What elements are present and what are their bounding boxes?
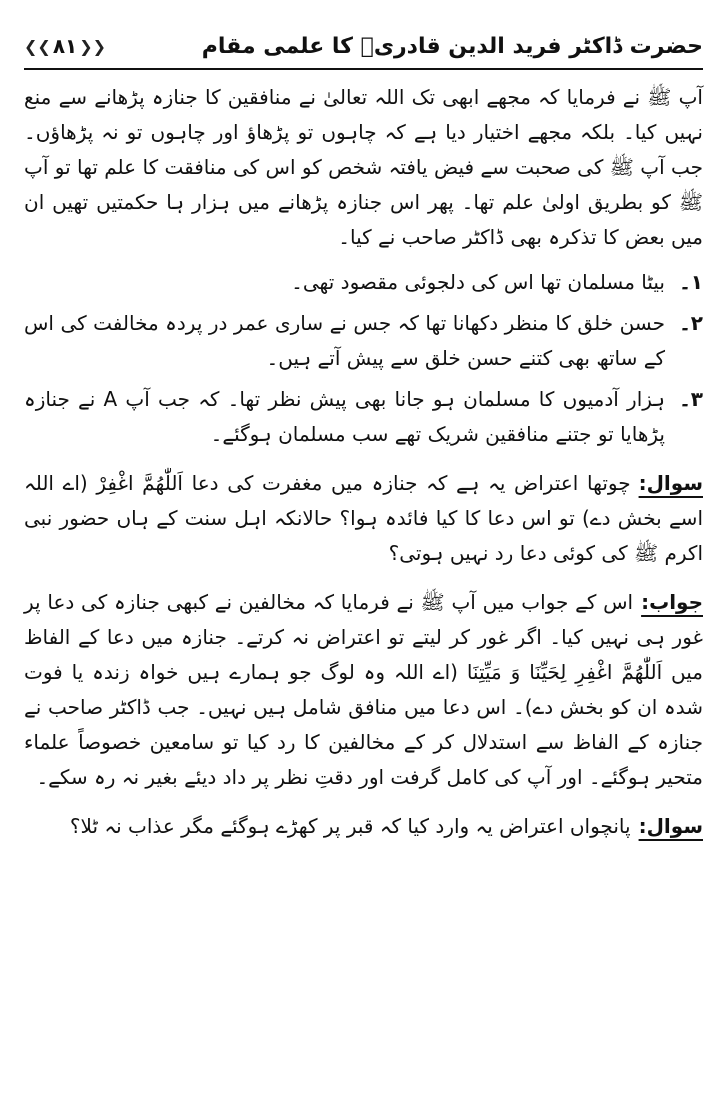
answer-4 [24,585,703,795]
list-item-number: ۱۔ [679,270,703,294]
question-4 [24,466,703,571]
list-item [24,306,703,376]
question-text: چوتھا اعتراض یہ ہے کہ جنازہ میں مغفرت کی دعا اَللّٰھُمَّ اغْفِرْ (اے اللہ اسے بخش دے) تو اس دعا کا کیا فائدہ ہوا؟ حالانکہ اہل سنت کے ہاں حضور نبی اکرم ﷺ کی کوئی دعا رد نہیں ہوتی؟ [24,471,703,565]
list-item-number: ۲۔ [679,311,703,335]
header-rule [24,68,703,70]
ornament-left-icon: ❮❮ [24,36,51,56]
header-title: حضرت ڈاکٹر فرید الدین قادریؒ کا علمی مقام [201,33,703,59]
question-label: سوال: [638,471,703,495]
intro-paragraph: آپ ﷺ نے فرمایا کہ مجھے ابھی تک اللہ تعالیٰ نے منافقین کا جنازہ پڑھانے سے منع نہیں کیا۔ بلکہ مجھے اختیار دیا ہے کہ چاہوں تو پڑھاؤ اور چاہوں تو نہ پڑھاؤں۔ جب آپ ﷺ کی صحبت سے فیض یافتہ شخص کو اس کی منافقت کا علم تھا تو آپ ﷺ کو بطریق اولیٰ علم تھا۔ پھر اس جنازہ پڑھانے میں ہزار ہا حکمتیں تھیں ان میں بعض کا تذکرہ بھی ڈاکٹر صاحب نے کیا۔ [24,85,703,249]
list-item-text: بیٹا مسلمان تھا اس کی دلجوئی مقصود تھی۔ [291,270,665,294]
answer-label: جواب: [641,590,703,614]
page-number: ۸۱ [52,34,78,58]
page-body [24,80,703,844]
list-item [24,382,703,452]
list-item-text: حسن خلق کا منظر دکھانا تھا کہ جس نے ساری عمر در پردہ مخالفت کی اس کے ساتھ بھی کتنے حسن خلق سے پیش آتے ہیں۔ [24,311,665,370]
running-header [24,26,703,66]
question-text: پانچواں اعتراض یہ وارد کیا کہ قبر پر کھڑے ہوگئے مگر عذاب نہ ٹلا؟ [69,814,631,838]
list-item [24,265,703,300]
answer-text: اس کے جواب میں آپ ﷺ نے فرمایا کہ مخالفین نے کبھی جنازہ کی دعا پر غور ہی نہیں کیا۔ اگر غور کر لیتے تو اعتراض نہ کرتے۔ جنازہ میں دعا کے الفاظ میں اَللّٰھُمَّ اغْفِرِ لِحَیِّنَا وَ مَیِّتِنَا (اے اللہ وہ لوگ جو ہمارے ہیں خواہ زندہ یا فوت شدہ ان کو بخش دے)۔ اس دعا میں منافق شامل ہیں نہیں۔ جب ڈاکٹر صاحب نے جنازہ کے الفاظ سے استدلال کر کے مخالفین کا رد کیا تو سامعین خصوصاً علماء متحیر ہوگئے۔ اور آپ کی کامل گرفت اور دقتِ نظر پر داد دیئے بغیر نہ رہ سکے۔ [24,590,703,789]
page-number-block [24,34,106,58]
list-item-number: ۳۔ [679,387,703,411]
list-item-text: ہزار آدمیوں کا مسلمان ہو جانا بھی پیش نظر تھا۔ کہ جب آپ A نے جنازہ پڑھایا تو جتنے منافقین شریک تھے سب مسلمان ہوگئے۔ [24,387,666,446]
question-5 [24,809,703,844]
ornament-right-icon: ❯❯ [79,36,107,56]
question-label: سوال: [638,814,703,838]
